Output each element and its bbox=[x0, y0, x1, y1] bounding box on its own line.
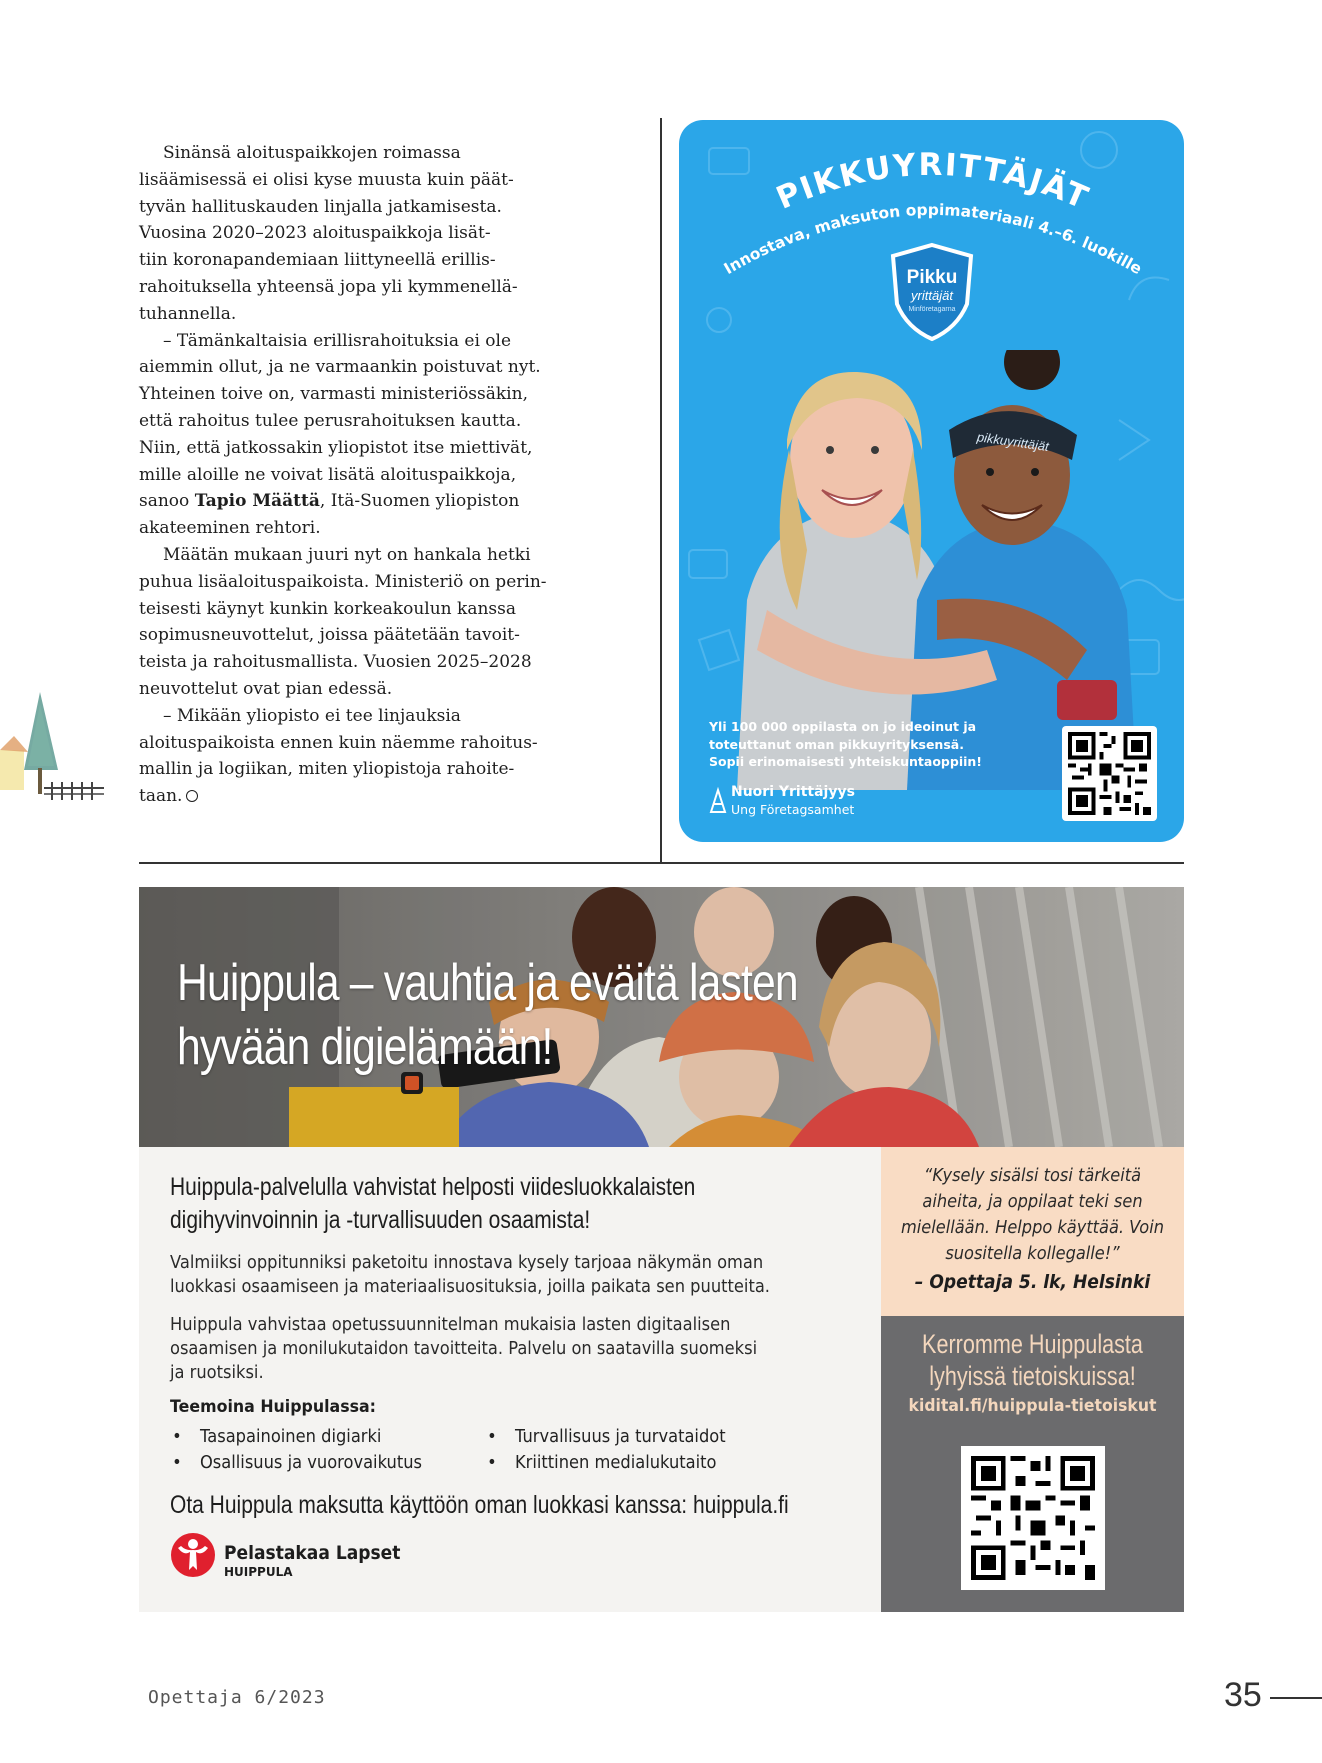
paragraph-line: Huippula vahvistaa opetussuunnitelman mukaisia lasten digitaalisen bbox=[170, 1315, 731, 1335]
article-line: lisäämisessä ei olisi kyse muusta kuin päät- bbox=[139, 169, 514, 190]
article-line: – Tämänkaltaisia erillisrahoituksia ei ole bbox=[163, 330, 512, 351]
quote-attribution: – Opettaja 5. lk, Helsinki bbox=[914, 1271, 1151, 1293]
paragraph-line: ja ruotsiksi. bbox=[170, 1363, 264, 1383]
pikkuyrittajat-ad bbox=[679, 120, 1184, 842]
article-line: Yhteinen toive on, varmasti ministeriössäkin, bbox=[139, 384, 528, 405]
list-item: • Turvallisuus ja turvataidot bbox=[515, 1427, 726, 1447]
article-text-fragment: , Itä-Suomen yliopiston bbox=[319, 491, 520, 512]
article-line: tiin koronapandemiaan liittyneellä erillis- bbox=[139, 250, 496, 271]
article-line bbox=[139, 488, 559, 515]
end-mark-icon bbox=[186, 790, 198, 802]
nuori-yrittajyys-icon bbox=[709, 786, 727, 814]
huippula-body bbox=[170, 1171, 890, 1520]
watercolor-tree-icon bbox=[0, 690, 110, 805]
article-line: mallin ja logiikan, miten yliopistoja rahoite- bbox=[139, 759, 515, 780]
huippula-cta: Ota Huippula maksutta käyttöön oman luokkasi kanssa: huippula.fi bbox=[170, 1491, 789, 1519]
article-line: – Mikään yliopisto ei tee linjauksia bbox=[163, 705, 461, 726]
themes-list bbox=[170, 1427, 890, 1479]
badge-line-1: Pikku bbox=[906, 267, 958, 288]
ad-subtitle-text: Innostava, maksuton oppimateriaali 4.–6. luokille bbox=[720, 200, 1145, 279]
stat-line: toteuttanut oman pikkuyrityksensä. bbox=[709, 736, 964, 752]
pikku-yrittajat-badge bbox=[887, 242, 977, 342]
paragraph-line: osaamisen ja monilukutaidon tavoitteita. Palvelu on saatavilla suomeksi bbox=[170, 1339, 758, 1359]
info-url[interactable]: kidital.fi/huippula-tietoiskut bbox=[908, 1396, 1157, 1416]
huippula-lead bbox=[170, 1171, 775, 1237]
article-line: mille aloille ne voivat lisätä aloituspaikkoja, bbox=[139, 464, 517, 485]
article-line: rahoituksella yhteensä jopa yli kymmenellä- bbox=[139, 276, 518, 297]
qr-code-icon[interactable] bbox=[961, 1446, 1105, 1590]
article-line: Niin, että jatkossakin yliopistot itse miettivät, bbox=[139, 437, 533, 458]
brand-sub: Ung Företagsamhet bbox=[731, 802, 855, 817]
column-divider bbox=[660, 118, 662, 863]
ad-title-text: PIKKUYRITTÄJÄT bbox=[771, 146, 1095, 218]
badge-line-2: yrittäjät bbox=[911, 288, 953, 303]
article-text-fragment: sanoo bbox=[139, 491, 190, 512]
stat-line: Sopii erinomaisesti yhteiskuntaoppiin! bbox=[709, 754, 982, 769]
lead-line: Huippula-palvelulla vahvistat helposti viidesluokkalaisten bbox=[170, 1173, 696, 1201]
quote-line: suositella kollegalle!” bbox=[945, 1243, 1120, 1264]
ad-stat-text bbox=[709, 718, 1029, 771]
paragraph-line: luokkasi osaamiseen ja materiaalisuosituksia, joilla paikata sen puutteita. bbox=[170, 1277, 770, 1297]
article-text-fragment: taan. bbox=[139, 786, 183, 807]
list-item: • Tasapainoinen digiarki bbox=[200, 1427, 381, 1447]
huippula-headline bbox=[177, 951, 915, 1079]
article-line: tyvän hallituskauden linjalla jatkamisesta. bbox=[139, 196, 502, 217]
headline-line: Huippula – vauhtia ja eväitä lasten bbox=[177, 954, 798, 1012]
huippula-ad bbox=[139, 887, 1184, 1612]
pelastakaa-lapset-logo bbox=[170, 1532, 430, 1587]
info-heading bbox=[881, 1328, 1184, 1392]
article-line: akateeminen rehtori. bbox=[139, 518, 321, 539]
logo-name: Pelastakaa Lapset bbox=[224, 1542, 401, 1564]
info-box bbox=[881, 1316, 1184, 1612]
article-line: aloituspaikoista ennen kuin näemme rahoitus- bbox=[139, 732, 538, 753]
quote-line: aiheita, ja oppilaat teki sen bbox=[922, 1191, 1143, 1212]
article-line: aiemmin ollut, ja ne varmaankin poistuvat nyt. bbox=[139, 357, 541, 378]
section-divider bbox=[139, 862, 1184, 864]
quote-line: “Kysely sisälsi tosi tärkeitä bbox=[923, 1165, 1142, 1186]
lead-line: digihyvinvoinnin ja -turvallisuuden osaamista! bbox=[170, 1206, 591, 1234]
qr-code-icon[interactable] bbox=[1062, 726, 1157, 821]
article-line: Määtän mukaan juuri nyt on hankala hetki bbox=[163, 544, 531, 565]
headline-line: hyvään digielämään! bbox=[177, 1018, 553, 1076]
badge-line-3: Minföretagarna bbox=[908, 306, 956, 313]
teacher-quote bbox=[881, 1147, 1184, 1316]
page-number: 35 bbox=[1224, 1676, 1262, 1714]
article-line: sopimusneuvottelut, joissa päätetään tavoit- bbox=[139, 625, 520, 646]
brand-name: Nuori Yrittäjyys bbox=[731, 784, 855, 800]
article-line: neuvottelut ovat pian edessä. bbox=[139, 678, 393, 699]
article-line: puhua lisäaloituspaikoista. Ministeriö on perin- bbox=[139, 571, 547, 592]
article-line: Vuosina 2020–2023 aloituspaikkoja lisät- bbox=[139, 223, 491, 244]
huippula-hero bbox=[139, 887, 1184, 1147]
themes-heading: Teemoina Huippulassa: bbox=[170, 1397, 377, 1417]
article-text bbox=[139, 140, 559, 810]
list-item: • Kriittinen medialukutaito bbox=[515, 1453, 717, 1473]
article-line: teista ja rahoitusmallista. Vuosien 2025–2028 bbox=[139, 652, 532, 673]
stat-line: Yli 100 000 oppilasta on jo ideoinut ja bbox=[709, 719, 977, 734]
headband-text: pikkuyrittäjät bbox=[976, 429, 1050, 455]
info-heading-line: Kerromme Huippulasta bbox=[922, 1329, 1143, 1359]
huippula-paragraph-1 bbox=[170, 1251, 890, 1299]
save-the-children-icon bbox=[170, 1532, 216, 1578]
person-name: Tapio Määttä bbox=[194, 491, 320, 512]
info-heading-line: lyhyissä tietoiskuissa! bbox=[929, 1361, 1136, 1391]
paragraph-line: Valmiiksi oppitunniksi paketoitu innostava kysely tarjoaa näkymän oman bbox=[170, 1253, 764, 1273]
magazine-issue: Opettaja 6/2023 bbox=[148, 1687, 326, 1708]
article-line: että rahoitus tulee perusrahoituksen kautta. bbox=[139, 410, 522, 431]
huippula-paragraph-2 bbox=[170, 1313, 890, 1385]
logo-sub: HUIPPULA bbox=[224, 1565, 293, 1579]
quote-line: mielellään. Helppo käyttää. Voin bbox=[901, 1217, 1164, 1238]
article-line: Sinänsä aloituspaikkojen roimassa bbox=[163, 143, 461, 163]
article-line bbox=[139, 783, 559, 810]
article-line: teisesti käynyt kunkin korkeakoulun kanssa bbox=[139, 598, 516, 619]
article-line: tuhannella. bbox=[139, 303, 237, 324]
list-item: • Osallisuus ja vuorovaikutus bbox=[200, 1453, 422, 1473]
page-number-rule bbox=[1270, 1697, 1322, 1699]
